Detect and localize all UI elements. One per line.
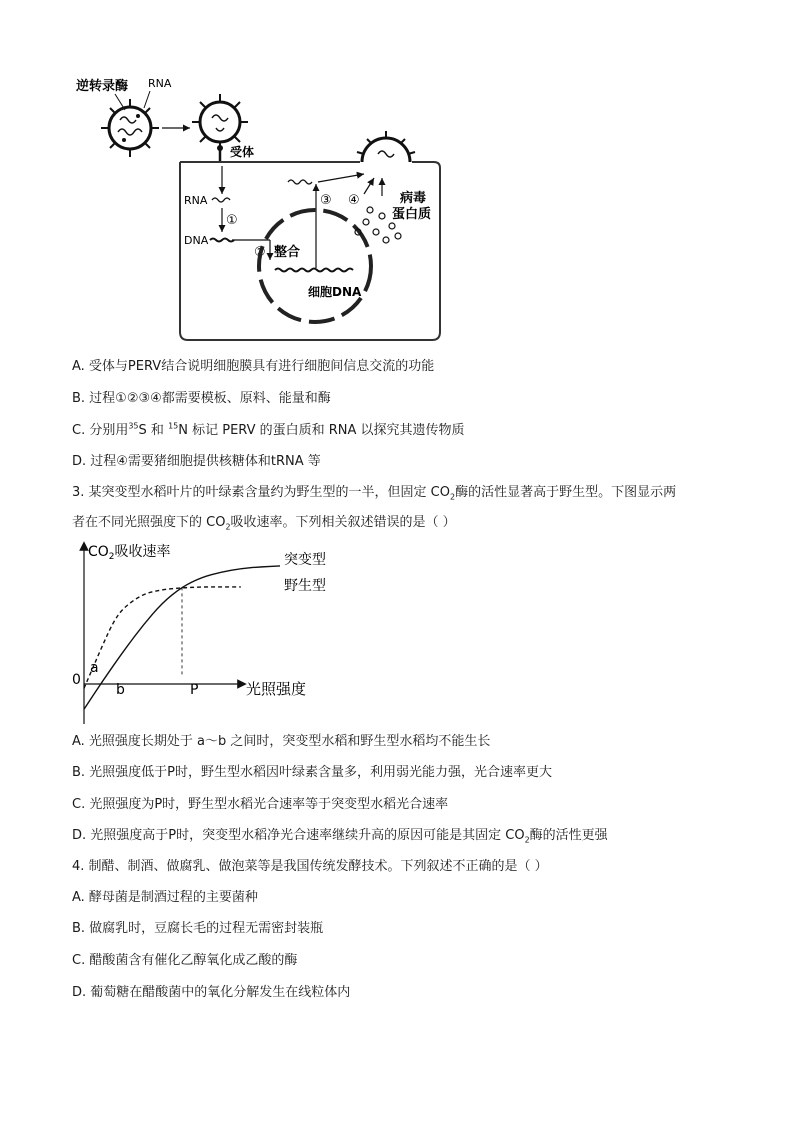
reverse-transcriptase-label: 逆转录酶 [76, 79, 129, 94]
step-3-label: ③ [320, 193, 332, 208]
arrow-icon [364, 178, 374, 194]
series-wild-label: 野生型 [284, 578, 326, 594]
receptor-head [217, 145, 223, 151]
q3-stem-line-1 [72, 484, 676, 502]
cell-dna-strand [275, 269, 353, 272]
integrate-label: 整合 [274, 245, 301, 260]
rna-strand [212, 198, 230, 202]
y-axis-label: $CO_2$吸收速率 [88, 544, 171, 562]
dna-strand [210, 239, 234, 242]
q3-stem-2-pre: 者在不同光照强度下的 CO [72, 515, 226, 530]
q3-stem-2-sub: 2 [225, 522, 231, 532]
series-mutant-label: 突变型 [284, 552, 326, 568]
nucleus-envelope [259, 210, 371, 322]
q3-option-d [72, 827, 608, 845]
pointer-line [144, 91, 150, 108]
cell-dna-label: 细胞DNA [308, 285, 362, 299]
q3-option-d-post: 酶的活性更强 [529, 828, 608, 843]
step-1-label: ① [226, 213, 238, 228]
budding-virus-icon [357, 131, 415, 162]
q4-option-d: D. 葡萄糖在醋酸菌中的氧化分解发生在线粒体内 [72, 985, 351, 1000]
point-p-label: P [190, 682, 199, 698]
new-rna-strand [288, 180, 312, 184]
q2-option-c-post: N 标记 PERV 的蛋白质和 RNA 以探究其遗传物质 [178, 423, 465, 438]
isotope-n-mass: 15 [168, 421, 179, 431]
dna-label: DNA [184, 234, 209, 247]
x-axis-label: 光照强度 [246, 680, 307, 698]
q3-option-d-sub: 2 [524, 835, 530, 845]
q2-option-c [72, 422, 465, 440]
q3-stem-1-post: 酶的活性显著高于野生型。下图显示两 [455, 485, 677, 500]
q4-stem: 4. 制醋、制酒、做腐乳、做泡菜等是我国传统发酵技术。下列叙述不正确的是（ ） [72, 859, 548, 874]
virus-protein-label-2: 蛋白质 [392, 207, 432, 222]
q3-option-c: C. 光照强度为P时，野生型水稻光合速率等于突变型水稻光合速率 [72, 797, 449, 812]
q4-option-b: B. 做腐乳时，豆腐长毛的过程无需密封装瓶 [72, 921, 324, 936]
q4-option-c: C. 醋酸菌含有催化乙醇氧化成乙酸的酶 [72, 953, 298, 968]
rna-top-label: RNA [148, 77, 172, 90]
q3-option-b: B. 光照强度低于P时，野生型水稻因叶绿素含量多，利用弱光能力强，光合速率更大 [72, 765, 553, 780]
q2-option-b: B. 过程①②③④都需要模板、原料、能量和酶 [72, 391, 331, 406]
q2-option-a: A. 受体与PERV结合说明细胞膜具有进行细胞间信息交流的功能 [72, 359, 435, 374]
q3-stem-line-2 [72, 514, 456, 532]
virus-protein-label-1: 病毒 [400, 191, 427, 206]
rna-label: RNA [184, 194, 208, 207]
receptor-label: 受体 [230, 145, 255, 159]
point-a-label: a [90, 660, 99, 676]
step-2-label: ② [254, 245, 266, 260]
q3-stem-2-post: 吸收速率。下列相关叙述错误的是（ ） [230, 515, 456, 530]
q3-stem-1-pre: 3. 某突变型水稻叶片的叶绿素含量约为野生型的一半，但固定 CO [72, 485, 450, 500]
point-b-label: b [116, 682, 125, 698]
isotope-s-mass: 35 [128, 421, 139, 431]
cell-membrane [180, 162, 440, 340]
q2-option-c-pre: C. 分别用 [72, 423, 129, 438]
step-4-label: ④ [348, 193, 360, 208]
virus-particle-icon [192, 94, 248, 150]
q2-option-c-mid: S 和 [138, 423, 169, 438]
perv-infection-diagram [70, 70, 450, 342]
arrow-icon [318, 174, 364, 182]
origin-label: 0 [72, 672, 81, 688]
co2-absorption-chart [62, 538, 352, 728]
q3-option-a: A. 光照强度长期处于 a～b 之间时，突变型水稻和野生型水稻均不能生长 [72, 734, 491, 749]
q3-option-d-pre: D. 光照强度高于P时，突变型水稻净光合速率继续升高的原因可能是其固定 CO [72, 828, 525, 843]
q3-stem-1-sub: 2 [449, 492, 456, 502]
virus-particle-icon [101, 99, 159, 157]
q4-option-a: A. 酵母菌是制酒过程的主要菌种 [72, 890, 258, 905]
q2-option-d: D. 过程④需要猪细胞提供核糖体和tRNA 等 [72, 454, 321, 469]
